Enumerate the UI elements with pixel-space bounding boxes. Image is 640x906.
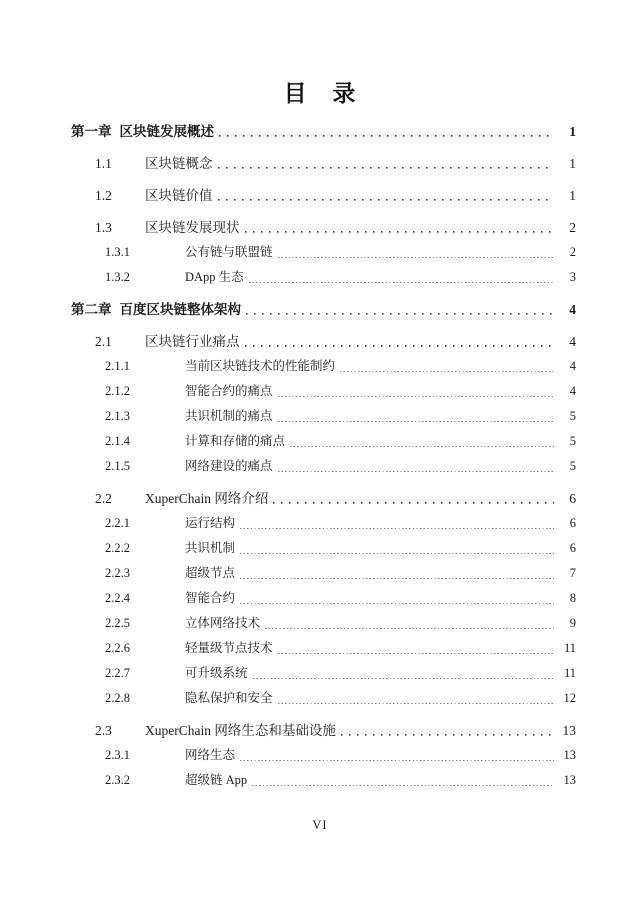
toc-row [71,215,576,240]
entry-number: 2.2 [95,491,112,506]
dot-leader [252,768,554,793]
page-number: 8 [569,591,576,605]
toc-list [71,119,576,793]
entry-number: 1.2 [95,188,112,203]
dot-leader [249,265,554,290]
entry-title: 区块链行业痛点 [145,334,240,349]
toc-row [71,119,576,144]
entry-title: 当前区块链技术的性能制约 [185,359,336,373]
entry-title: 共识机制的痛点 [185,409,273,423]
dot-leader [218,183,555,208]
dot-leader [278,636,554,661]
entry-title: 网络生态 [185,748,236,762]
dot-leader [240,536,554,561]
entry-number: 2.2.5 [105,616,130,630]
toc-row [71,454,576,479]
entry-title: 百度区块链整体架构 [119,302,241,317]
page-number: 12 [563,691,576,705]
entry-number: 2.2.7 [105,666,130,680]
page-number: 1 [569,124,576,139]
entry-title: 网络建设的痛点 [185,459,273,473]
page-number: 5 [569,409,576,423]
dot-leader [240,586,554,611]
toc-row [71,561,576,586]
page-number: 1 [569,156,576,171]
entry-number: 2.2.4 [105,591,130,605]
dot-leader [219,119,554,144]
entry-title: 可升级系统 [185,666,248,680]
entry-number: 2.3 [95,723,112,738]
toc-row [71,768,576,793]
entry-title: 公有链与联盟链 [185,245,273,259]
page-number: 11 [563,641,576,655]
entry-title: 区块链发展现状 [145,220,240,235]
page-number: 6 [569,541,576,555]
dot-leader [240,561,554,586]
entry-number: 2.2.3 [105,566,130,580]
page-number: 4 [569,384,576,398]
dot-leader [278,240,554,265]
page-number: 2 [569,220,576,235]
entry-title: 超级节点 [185,566,236,580]
toc-row [71,183,576,208]
page-number: 4 [569,302,576,317]
toc-row [71,265,576,290]
toc-row [71,586,576,611]
page-number: 4 [569,334,576,349]
entry-title: 共识机制 [185,541,236,555]
toc-row [71,743,576,768]
toc-row [71,329,576,354]
page-number: 6 [569,491,576,506]
entry-number: 1.1 [95,156,112,171]
page-number: 2 [569,245,576,259]
entry-number: 2.3.2 [105,773,130,787]
entry-number: 1.3.1 [105,245,130,259]
entry-number: 2.1.3 [105,409,130,423]
entry-number: 第二章 [71,302,112,317]
entry-title: 区块链发展概述 [119,124,214,139]
entry-title: XuperChain 网络介绍 [145,491,269,506]
dot-leader [278,379,554,404]
entry-number: 2.1.2 [105,384,130,398]
toc-row [71,486,576,511]
dot-leader [245,329,555,354]
entry-number: 2.1.1 [105,359,130,373]
entry-number: 1.3 [95,220,112,235]
entry-number: 2.3.1 [105,748,130,762]
page-number: 13 [563,748,576,762]
dot-leader [273,486,554,511]
entry-number: 2.1.4 [105,434,130,448]
entry-number: 2.2.1 [105,516,130,530]
page-number: 13 [562,723,576,738]
entry-title: 立体网络技术 [185,616,261,630]
dot-leader [278,454,554,479]
dot-leader [240,511,554,536]
dot-leader [341,718,554,743]
entry-title: XuperChain 网络生态和基础设施 [145,723,336,738]
dot-leader [240,743,554,768]
entry-number: 2.2.2 [105,541,130,555]
toc-row [71,354,576,379]
toc-row [71,379,576,404]
page-number: 6 [569,516,576,530]
page-number: 1 [569,188,576,203]
entry-number: 1.3.2 [105,270,130,284]
page-number: 3 [569,270,576,284]
entry-title: 区块链概念 [145,156,213,171]
toc-row [71,661,576,686]
toc-row [71,511,576,536]
dot-leader [278,404,554,429]
toc-row [71,151,576,176]
dot-leader [278,686,554,711]
entry-title: 计算和存储的痛点 [185,434,286,448]
entry-title: 智能合约的痛点 [185,384,273,398]
entry-number: 第一章 [71,124,112,139]
dot-leader [246,297,554,322]
toc-row [71,240,576,265]
toc-row [71,686,576,711]
entry-number: 2.1 [95,334,112,349]
toc-title: 目 录 [283,81,357,106]
entry-number: 2.1.5 [105,459,130,473]
toc-row [71,536,576,561]
entry-title: 运行结构 [185,516,236,530]
dot-leader [245,215,555,240]
footer-page-number: VI [312,818,328,832]
entry-title: 轻量级节点技术 [185,641,273,655]
page-number: 5 [569,434,576,448]
entry-title: 智能合约 [185,591,236,605]
dot-leader [290,429,554,454]
toc-row [71,611,576,636]
dot-leader [253,661,554,686]
entry-number: 2.2.8 [105,691,130,705]
page-number: 5 [569,459,576,473]
toc-row [71,297,576,322]
entry-title: DApp 生态 [185,270,244,284]
toc-row [71,718,576,743]
page-number: 11 [563,666,576,680]
dot-leader [218,151,555,176]
page-number: 4 [569,359,576,373]
entry-title: 区块链价值 [145,188,213,203]
dot-leader [340,354,554,379]
entry-title: 超级链 App [185,773,248,787]
toc-row [71,429,576,454]
toc-row [71,404,576,429]
entry-title: 隐私保护和安全 [185,691,273,705]
page-number: 9 [569,616,576,630]
toc-row [71,636,576,661]
page-number: 7 [569,566,576,580]
entry-number: 2.2.6 [105,641,130,655]
page-number: 13 [563,773,576,787]
dot-leader [265,611,554,636]
